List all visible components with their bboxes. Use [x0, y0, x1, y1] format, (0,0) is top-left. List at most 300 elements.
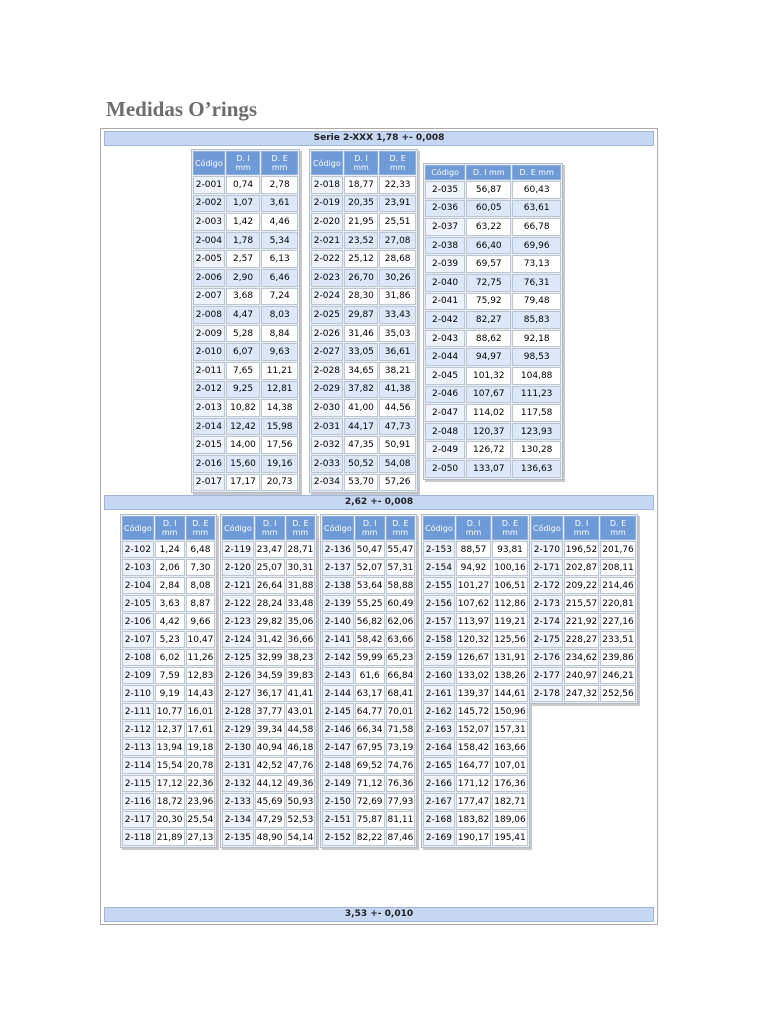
- code-cell: 2-111: [122, 703, 154, 720]
- inner-diameter-cell: 10,77: [155, 703, 185, 720]
- inner-diameter-cell: 101,32: [466, 367, 511, 385]
- inner-diameter-cell: 60,05: [466, 200, 511, 218]
- orings-frame: [100, 128, 658, 925]
- code-cell: 2-143: [322, 667, 354, 684]
- outer-diameter-cell: 74,76: [386, 757, 416, 774]
- table-row: [322, 721, 415, 738]
- inner-diameter-cell: 75,87: [355, 811, 385, 828]
- table-row: [222, 577, 315, 594]
- inner-diameter-cell: 15,60: [226, 455, 261, 473]
- code-cell: 2-119: [222, 541, 254, 558]
- table-row: [311, 288, 416, 306]
- table-row: [423, 775, 528, 792]
- outer-diameter-cell: 93,81: [492, 541, 528, 558]
- inner-diameter-cell: 44,12: [255, 775, 285, 792]
- inner-diameter-cell: 29,82: [255, 613, 285, 630]
- outer-diameter-cell: 31,86: [379, 288, 416, 306]
- table-row: [425, 237, 561, 255]
- column-header: D. E mm: [386, 516, 416, 540]
- table-row: [423, 631, 528, 648]
- code-cell: 2-102: [122, 541, 154, 558]
- code-cell: 2-010: [193, 343, 225, 361]
- table-row: [311, 306, 416, 324]
- table-row: [122, 739, 215, 756]
- outer-diameter-cell: 107,01: [492, 757, 528, 774]
- inner-diameter-cell: 25,12: [344, 250, 379, 268]
- table-row: [193, 455, 298, 473]
- outer-diameter-cell: 246,21: [600, 667, 636, 684]
- inner-diameter-cell: 7,65: [226, 362, 261, 380]
- outer-diameter-cell: 69,96: [512, 237, 561, 255]
- inner-diameter-cell: 171,12: [456, 775, 492, 792]
- code-cell: 2-110: [122, 685, 154, 702]
- table-row: [423, 559, 528, 576]
- outer-diameter-cell: 233,51: [600, 631, 636, 648]
- table-row: [122, 793, 215, 810]
- outer-diameter-cell: 14,43: [186, 685, 216, 702]
- code-cell: 2-041: [425, 293, 465, 311]
- column-header: D. I mm: [155, 516, 185, 540]
- code-cell: 2-013: [193, 399, 225, 417]
- table-row: [423, 613, 528, 630]
- code-cell: 2-131: [222, 757, 254, 774]
- outer-diameter-cell: 150,96: [492, 703, 528, 720]
- table-row: [222, 685, 315, 702]
- table-row: [193, 418, 298, 436]
- table-row: [423, 667, 528, 684]
- table-row: [425, 293, 561, 311]
- inner-diameter-cell: 113,97: [456, 613, 492, 630]
- code-cell: 2-044: [425, 348, 465, 366]
- column-header: Código: [531, 516, 563, 540]
- table-row: [423, 793, 528, 810]
- outer-diameter-cell: 33,48: [286, 595, 316, 612]
- inner-diameter-cell: 6,07: [226, 343, 261, 361]
- table-row: [222, 595, 315, 612]
- outer-diameter-cell: 79,48: [512, 293, 561, 311]
- code-cell: 2-035: [425, 181, 465, 199]
- table-row: [222, 739, 315, 756]
- table-row: [425, 311, 561, 329]
- table-row: [122, 811, 215, 828]
- table-row: [122, 667, 215, 684]
- outer-diameter-cell: 220,81: [600, 595, 636, 612]
- table-row: [322, 613, 415, 630]
- code-cell: 2-168: [423, 811, 455, 828]
- outer-diameter-cell: 44,58: [286, 721, 316, 738]
- outer-diameter-cell: 30,26: [379, 269, 416, 287]
- inner-diameter-cell: 37,82: [344, 381, 379, 399]
- code-cell: 2-025: [311, 306, 343, 324]
- code-cell: 2-149: [322, 775, 354, 792]
- code-cell: 2-015: [193, 436, 225, 454]
- outer-diameter-cell: 52,53: [286, 811, 316, 828]
- outer-diameter-cell: 8,08: [186, 577, 216, 594]
- section-header-3: 3,53 +- 0,010: [104, 907, 654, 922]
- outer-diameter-cell: 17,56: [261, 436, 298, 454]
- table-row: [425, 367, 561, 385]
- inner-diameter-cell: 2,84: [155, 577, 185, 594]
- table-row: [122, 577, 215, 594]
- inner-diameter-cell: 71,12: [355, 775, 385, 792]
- table-row: [222, 721, 315, 738]
- outer-diameter-cell: 81,11: [386, 811, 416, 828]
- inner-diameter-cell: 14,00: [226, 436, 261, 454]
- outer-diameter-cell: 73,13: [512, 255, 561, 273]
- inner-diameter-cell: 23,47: [255, 541, 285, 558]
- outer-diameter-cell: 33,43: [379, 306, 416, 324]
- column-header: Código: [425, 165, 465, 180]
- table-row: [122, 649, 215, 666]
- inner-diameter-cell: 1,78: [226, 232, 261, 250]
- outer-diameter-cell: 9,63: [261, 343, 298, 361]
- code-cell: 2-140: [322, 613, 354, 630]
- inner-diameter-cell: 133,02: [456, 667, 492, 684]
- column-header: D. I mm: [344, 151, 379, 175]
- outer-diameter-cell: 136,63: [512, 460, 561, 478]
- table-s2-2: [220, 514, 317, 848]
- code-cell: 2-133: [222, 793, 254, 810]
- code-cell: 2-164: [423, 739, 455, 756]
- inner-diameter-cell: 196,52: [564, 541, 600, 558]
- table-row: [193, 195, 298, 213]
- inner-diameter-cell: 53,70: [344, 474, 379, 492]
- column-header: Código: [423, 516, 455, 540]
- outer-diameter-cell: 73,19: [386, 739, 416, 756]
- inner-diameter-cell: 23,52: [344, 232, 379, 250]
- inner-diameter-cell: 126,67: [456, 649, 492, 666]
- table-row: [425, 386, 561, 404]
- code-cell: 2-037: [425, 218, 465, 236]
- code-cell: 2-118: [122, 829, 154, 846]
- outer-diameter-cell: 38,21: [379, 362, 416, 380]
- table-row: [531, 541, 636, 558]
- inner-diameter-cell: 247,32: [564, 685, 600, 702]
- outer-diameter-cell: 46,18: [286, 739, 316, 756]
- code-cell: 2-007: [193, 288, 225, 306]
- table-row: [423, 721, 528, 738]
- code-cell: 2-005: [193, 250, 225, 268]
- code-cell: 2-141: [322, 631, 354, 648]
- outer-diameter-cell: 227,16: [600, 613, 636, 630]
- column-header: D. E mm: [512, 165, 561, 180]
- inner-diameter-cell: 32,99: [255, 649, 285, 666]
- outer-diameter-cell: 8,03: [261, 306, 298, 324]
- table-row: [222, 613, 315, 630]
- inner-diameter-cell: 33,05: [344, 343, 379, 361]
- code-cell: 2-132: [222, 775, 254, 792]
- table-row: [193, 436, 298, 454]
- outer-diameter-cell: 16,01: [186, 703, 216, 720]
- code-cell: 2-009: [193, 325, 225, 343]
- inner-diameter-cell: 2,57: [226, 250, 261, 268]
- table-row: [531, 595, 636, 612]
- table-row: [322, 793, 415, 810]
- outer-diameter-cell: 38,23: [286, 649, 316, 666]
- code-cell: 2-034: [311, 474, 343, 492]
- table-row: [193, 474, 298, 492]
- inner-diameter-cell: 72,75: [466, 274, 511, 292]
- table-row: [311, 232, 416, 250]
- outer-diameter-cell: 23,91: [379, 195, 416, 213]
- inner-diameter-cell: 177,47: [456, 793, 492, 810]
- table-row: [122, 613, 215, 630]
- inner-diameter-cell: 4,42: [155, 613, 185, 630]
- code-cell: 2-174: [531, 613, 563, 630]
- code-cell: 2-024: [311, 288, 343, 306]
- outer-diameter-cell: 14,38: [261, 399, 298, 417]
- outer-diameter-cell: 15,98: [261, 418, 298, 436]
- outer-diameter-cell: 119,21: [492, 613, 528, 630]
- table-s1-3: [423, 163, 563, 480]
- inner-diameter-cell: 94,97: [466, 348, 511, 366]
- inner-diameter-cell: 2,90: [226, 269, 261, 287]
- outer-diameter-cell: 35,03: [379, 325, 416, 343]
- outer-diameter-cell: 123,93: [512, 423, 561, 441]
- outer-diameter-cell: 54,14: [286, 829, 316, 846]
- inner-diameter-cell: 25,07: [255, 559, 285, 576]
- inner-diameter-cell: 5,28: [226, 325, 261, 343]
- inner-diameter-cell: 1,24: [155, 541, 185, 558]
- inner-diameter-cell: 28,24: [255, 595, 285, 612]
- outer-diameter-cell: 22,36: [186, 775, 216, 792]
- table-row: [322, 541, 415, 558]
- code-cell: 2-162: [423, 703, 455, 720]
- inner-diameter-cell: 56,82: [355, 613, 385, 630]
- table-row: [423, 829, 528, 846]
- outer-diameter-cell: 50,93: [286, 793, 316, 810]
- outer-diameter-cell: 44,56: [379, 399, 416, 417]
- code-cell: 2-109: [122, 667, 154, 684]
- column-header: D. E mm: [379, 151, 416, 175]
- inner-diameter-cell: 45,69: [255, 793, 285, 810]
- outer-diameter-cell: 41,38: [379, 381, 416, 399]
- outer-diameter-cell: 49,36: [286, 775, 316, 792]
- inner-diameter-cell: 114,02: [466, 404, 511, 422]
- table-row: [311, 474, 416, 492]
- table-row: [193, 306, 298, 324]
- code-cell: 2-173: [531, 595, 563, 612]
- inner-diameter-cell: 228,27: [564, 631, 600, 648]
- code-cell: 2-137: [322, 559, 354, 576]
- table-row: [311, 436, 416, 454]
- page-title: Medidas O’rings: [106, 97, 258, 121]
- inner-diameter-cell: 145,72: [456, 703, 492, 720]
- table-row: [531, 559, 636, 576]
- table-row: [122, 775, 215, 792]
- table-row: [425, 274, 561, 292]
- inner-diameter-cell: 21,89: [155, 829, 185, 846]
- code-cell: 2-124: [222, 631, 254, 648]
- code-cell: 2-135: [222, 829, 254, 846]
- outer-diameter-cell: 189,06: [492, 811, 528, 828]
- table-row: [531, 685, 636, 702]
- code-cell: 2-104: [122, 577, 154, 594]
- inner-diameter-cell: 17,12: [155, 775, 185, 792]
- inner-diameter-cell: 88,57: [456, 541, 492, 558]
- outer-diameter-cell: 63,66: [386, 631, 416, 648]
- outer-diameter-cell: 8,84: [261, 325, 298, 343]
- table-row: [311, 418, 416, 436]
- outer-diameter-cell: 57,26: [379, 474, 416, 492]
- outer-diameter-cell: 104,88: [512, 367, 561, 385]
- table-row: [193, 362, 298, 380]
- code-cell: 2-027: [311, 343, 343, 361]
- outer-diameter-cell: 39,83: [286, 667, 316, 684]
- code-cell: 2-038: [425, 237, 465, 255]
- code-cell: 2-171: [531, 559, 563, 576]
- outer-diameter-cell: 25,54: [186, 811, 216, 828]
- table-row: [322, 829, 415, 846]
- code-cell: 2-157: [423, 613, 455, 630]
- column-header: D. I mm: [564, 516, 600, 540]
- code-cell: 2-107: [122, 631, 154, 648]
- table-row: [222, 757, 315, 774]
- table-row: [531, 577, 636, 594]
- inner-diameter-cell: 13,94: [155, 739, 185, 756]
- column-header: D. I mm: [466, 165, 511, 180]
- table-row: [423, 703, 528, 720]
- table-row: [193, 343, 298, 361]
- table-s2-3: [320, 514, 417, 848]
- table-row: [322, 685, 415, 702]
- code-cell: 2-139: [322, 595, 354, 612]
- table-s2-4: [421, 514, 530, 848]
- code-cell: 2-016: [193, 455, 225, 473]
- column-header: D. E mm: [261, 151, 298, 175]
- code-cell: 2-125: [222, 649, 254, 666]
- code-cell: 2-121: [222, 577, 254, 594]
- outer-diameter-cell: 31,88: [286, 577, 316, 594]
- outer-diameter-cell: 76,31: [512, 274, 561, 292]
- outer-diameter-cell: 214,46: [600, 577, 636, 594]
- inner-diameter-cell: 18,72: [155, 793, 185, 810]
- inner-diameter-cell: 20,35: [344, 195, 379, 213]
- inner-diameter-cell: 44,17: [344, 418, 379, 436]
- table-row: [322, 739, 415, 756]
- table-row: [122, 595, 215, 612]
- code-cell: 2-153: [423, 541, 455, 558]
- code-cell: 2-014: [193, 418, 225, 436]
- code-cell: 2-178: [531, 685, 563, 702]
- code-cell: 2-151: [322, 811, 354, 828]
- outer-diameter-cell: 60,43: [512, 181, 561, 199]
- code-cell: 2-160: [423, 667, 455, 684]
- column-header: D. I mm: [255, 516, 285, 540]
- inner-diameter-cell: 69,57: [466, 255, 511, 273]
- inner-diameter-cell: 17,17: [226, 474, 261, 492]
- inner-diameter-cell: 10,82: [226, 399, 261, 417]
- table-row: [222, 811, 315, 828]
- outer-diameter-cell: 20,78: [186, 757, 216, 774]
- outer-diameter-cell: 35,06: [286, 613, 316, 630]
- inner-diameter-cell: 126,72: [466, 441, 511, 459]
- outer-diameter-cell: 106,51: [492, 577, 528, 594]
- outer-diameter-cell: 55,47: [386, 541, 416, 558]
- table-row: [193, 381, 298, 399]
- section-header-1: Serie 2-XXX 1,78 +- 0,008: [104, 131, 654, 146]
- inner-diameter-cell: 41,00: [344, 399, 379, 417]
- outer-diameter-cell: 6,48: [186, 541, 216, 558]
- inner-diameter-cell: 31,42: [255, 631, 285, 648]
- inner-diameter-cell: 240,97: [564, 667, 600, 684]
- code-cell: 2-169: [423, 829, 455, 846]
- inner-diameter-cell: 59,99: [355, 649, 385, 666]
- outer-diameter-cell: 163,66: [492, 739, 528, 756]
- inner-diameter-cell: 94,92: [456, 559, 492, 576]
- inner-diameter-cell: 21,95: [344, 213, 379, 231]
- column-header: Código: [193, 151, 225, 175]
- table-row: [425, 441, 561, 459]
- table-row: [222, 631, 315, 648]
- inner-diameter-cell: 56,87: [466, 181, 511, 199]
- code-cell: 2-022: [311, 250, 343, 268]
- outer-diameter-cell: 5,34: [261, 232, 298, 250]
- inner-diameter-cell: 34,59: [255, 667, 285, 684]
- table-s2-1: [120, 514, 217, 848]
- inner-diameter-cell: 9,19: [155, 685, 185, 702]
- outer-diameter-cell: 11,21: [261, 362, 298, 380]
- code-cell: 2-031: [311, 418, 343, 436]
- table-row: [193, 325, 298, 343]
- inner-diameter-cell: 5,23: [155, 631, 185, 648]
- inner-diameter-cell: 34,65: [344, 362, 379, 380]
- code-cell: 2-123: [222, 613, 254, 630]
- code-cell: 2-112: [122, 721, 154, 738]
- code-cell: 2-006: [193, 269, 225, 287]
- inner-diameter-cell: 7,59: [155, 667, 185, 684]
- table-row: [311, 455, 416, 473]
- inner-diameter-cell: 221,92: [564, 613, 600, 630]
- table-row: [322, 667, 415, 684]
- outer-diameter-cell: 6,46: [261, 269, 298, 287]
- inner-diameter-cell: 82,27: [466, 311, 511, 329]
- code-cell: 2-130: [222, 739, 254, 756]
- table-row: [222, 829, 315, 846]
- outer-diameter-cell: 22,33: [379, 176, 416, 194]
- inner-diameter-cell: 15,54: [155, 757, 185, 774]
- inner-diameter-cell: 37,77: [255, 703, 285, 720]
- inner-diameter-cell: 61,6: [355, 667, 385, 684]
- outer-diameter-cell: 195,41: [492, 829, 528, 846]
- inner-diameter-cell: 139,37: [456, 685, 492, 702]
- outer-diameter-cell: 19,18: [186, 739, 216, 756]
- code-cell: 2-023: [311, 269, 343, 287]
- table-row: [122, 631, 215, 648]
- code-cell: 2-030: [311, 399, 343, 417]
- code-cell: 2-126: [222, 667, 254, 684]
- code-cell: 2-004: [193, 232, 225, 250]
- outer-diameter-cell: 3,61: [261, 195, 298, 213]
- outer-diameter-cell: 66,84: [386, 667, 416, 684]
- outer-diameter-cell: 201,76: [600, 541, 636, 558]
- code-cell: 2-166: [423, 775, 455, 792]
- code-cell: 2-150: [322, 793, 354, 810]
- outer-diameter-cell: 65,23: [386, 649, 416, 666]
- code-cell: 2-043: [425, 330, 465, 348]
- inner-diameter-cell: 66,34: [355, 721, 385, 738]
- outer-diameter-cell: 27,13: [186, 829, 216, 846]
- code-cell: 2-045: [425, 367, 465, 385]
- inner-diameter-cell: 40,94: [255, 739, 285, 756]
- code-cell: 2-021: [311, 232, 343, 250]
- outer-diameter-cell: 131,91: [492, 649, 528, 666]
- inner-diameter-cell: 120,32: [456, 631, 492, 648]
- code-cell: 2-029: [311, 381, 343, 399]
- outer-diameter-cell: 50,91: [379, 436, 416, 454]
- code-cell: 2-017: [193, 474, 225, 492]
- code-cell: 2-002: [193, 195, 225, 213]
